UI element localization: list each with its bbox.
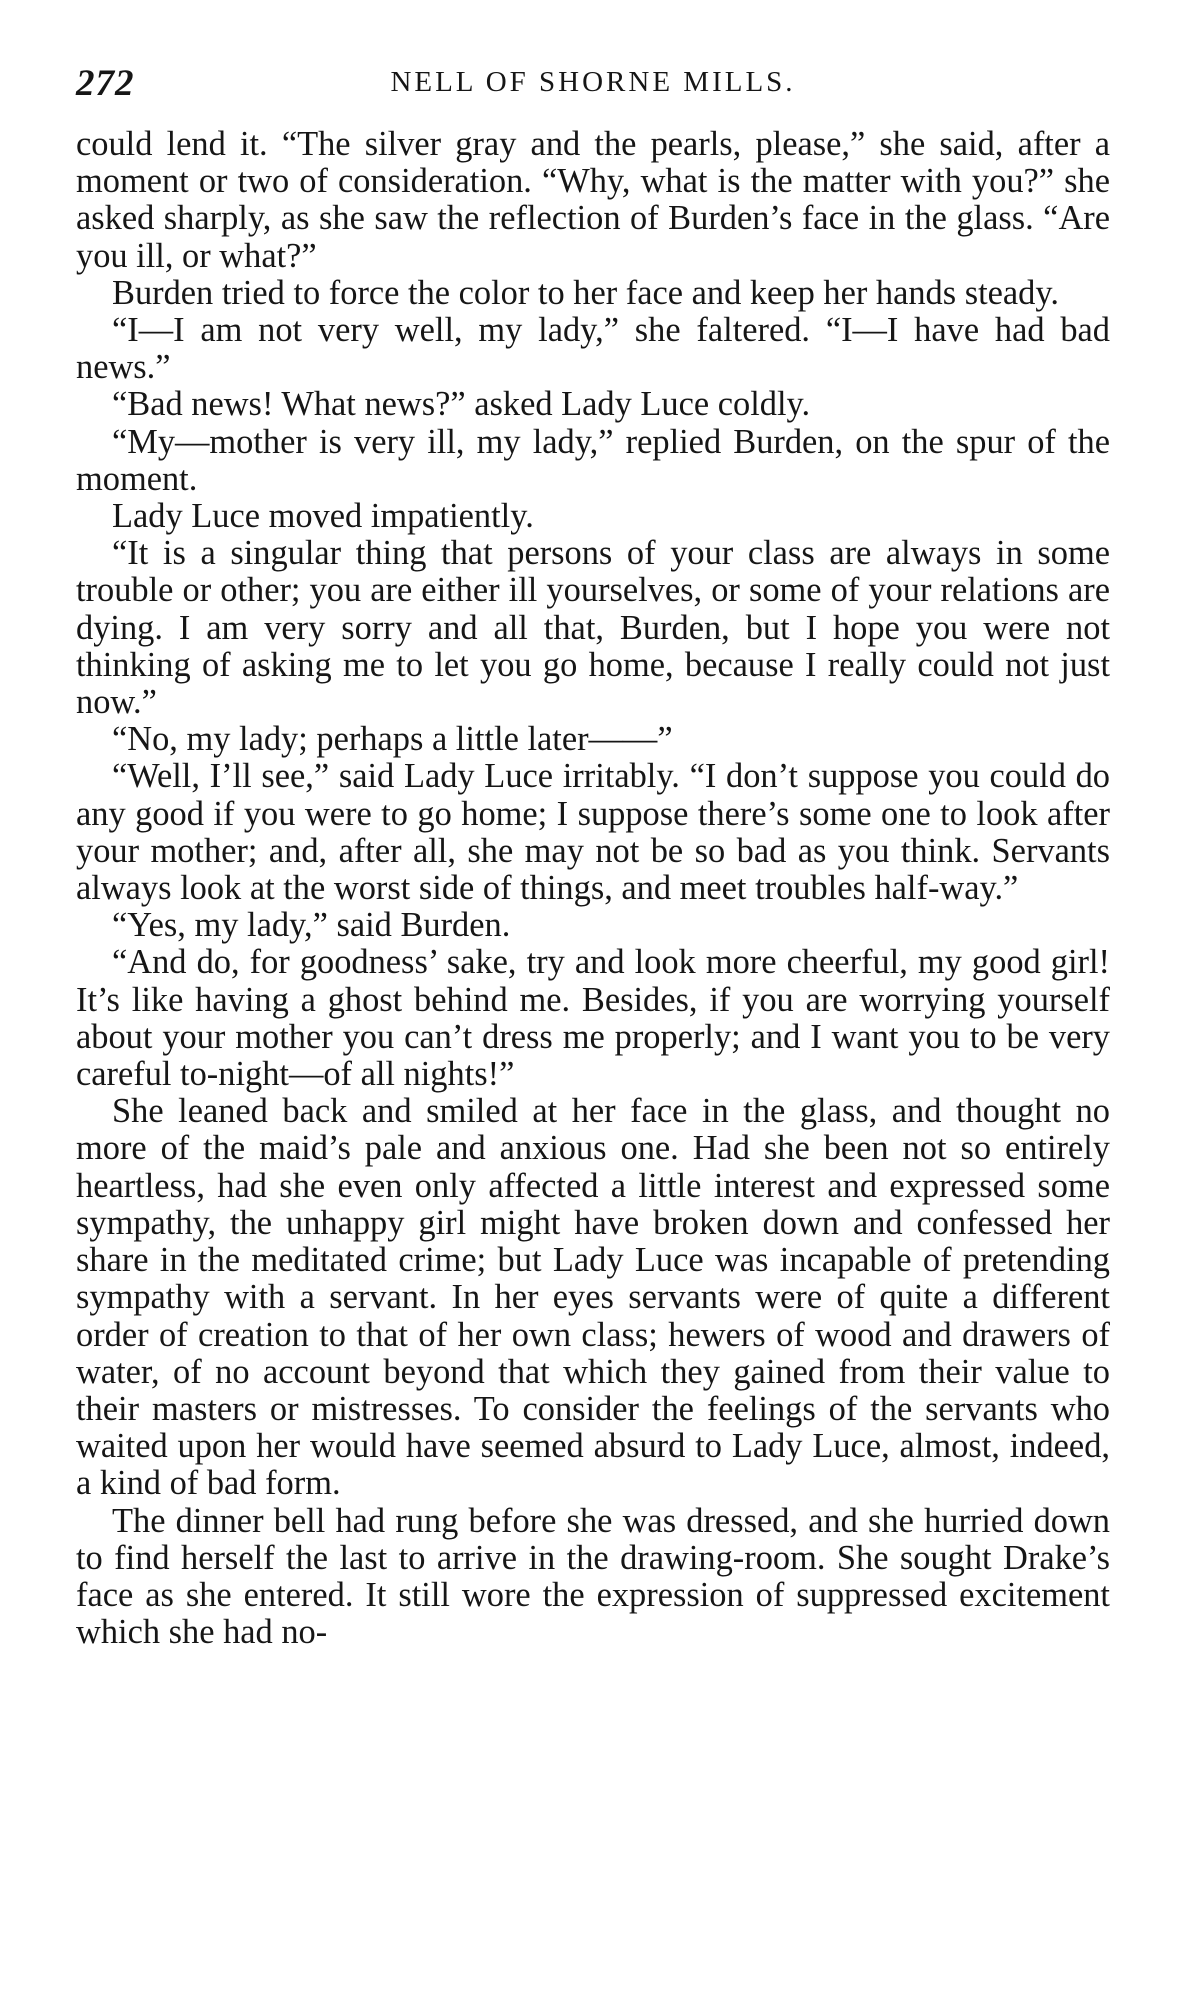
book-page <box>76 62 1110 1651</box>
paragraph: “It is a singular thing that persons of your class are always in some trouble or other; you are either ill yourselves, or some of your relations are dying. I am very sorry and all that, Burden, but I hope you were not thinking of asking me to let you go home, because I really could not just now.” <box>76 534 1110 722</box>
paragraph: “I—I am not very well, my lady,” she faltered. “I—I have had bad news.” <box>76 311 1110 387</box>
paragraph: “And do, for goodness’ sake, try and look more cheerful, my good girl! It’s like having a ghost behind me. Besides, if you are worrying yourself about your mother you can’t dress me properly; and I want you to be very careful to-night—of all nights!” <box>76 943 1110 1094</box>
paragraph: Lady Luce moved impatiently. <box>112 497 534 536</box>
paragraph: She leaned back and smiled at her face in the glass, and thought no more of the maid’s pale and anxious one. Had she been not so entirely heartless, had she even only affected a little interest and expressed some sympathy, the unhappy girl might have broken down and confessed her share in the meditated crime; but Lady Luce was incapable of pretending sympathy with a servant. In her eyes servants were of quite a different order of creation to that of her own class; hewers of wood and drawers of water, of no account beyond that which they gained from their value to their masters or mistresses. To consider the feelings of the servants who waited upon her would have seemed absurd to Lady Luce, almost, indeed, a kind of bad form. <box>76 1092 1110 1503</box>
body-text <box>76 126 1110 1651</box>
paragraph: “Well, I’ll see,” said Lady Luce irritably. “I don’t suppose you could do any good if you were to go home; I suppose there’s some one to look after your mother; and, after all, she may not be so bad as you think. Servants always look at the worst side of things, and meet troubles half-way.” <box>76 757 1110 908</box>
running-title: NELL OF SHORNE MILLS. <box>390 66 796 98</box>
paragraph: “Bad news! What news?” asked Lady Luce coldly. <box>112 385 811 424</box>
paragraph: could lend it. “The silver gray and the pearls, please,” she said, after a moment or two of consideration. “Why, what is the matter with you?” she asked sharply, as she saw the reflection of Burden’s face in the glass. “Are you ill, or what?” <box>76 125 1110 275</box>
paragraph: “No, my lady; perhaps a little later——” <box>112 720 673 759</box>
paragraph: Burden tried to force the color to her face and keep her hands steady. <box>112 273 1059 312</box>
page-number: 272 <box>76 63 135 104</box>
page-header <box>76 62 1110 110</box>
paragraph: “Yes, my lady,” said Burden. <box>112 906 511 945</box>
paragraph: The dinner bell had rung before she was dressed, and she hurried down to find herself the last to arrive in the drawing-room. She sought Drake’s face as she entered. It still wore the expression of suppressed excitement which she had no- <box>76 1501 1110 1652</box>
paragraph: “My—mother is very ill, my lady,” replied Burden, on the spur of the moment. <box>76 422 1110 498</box>
